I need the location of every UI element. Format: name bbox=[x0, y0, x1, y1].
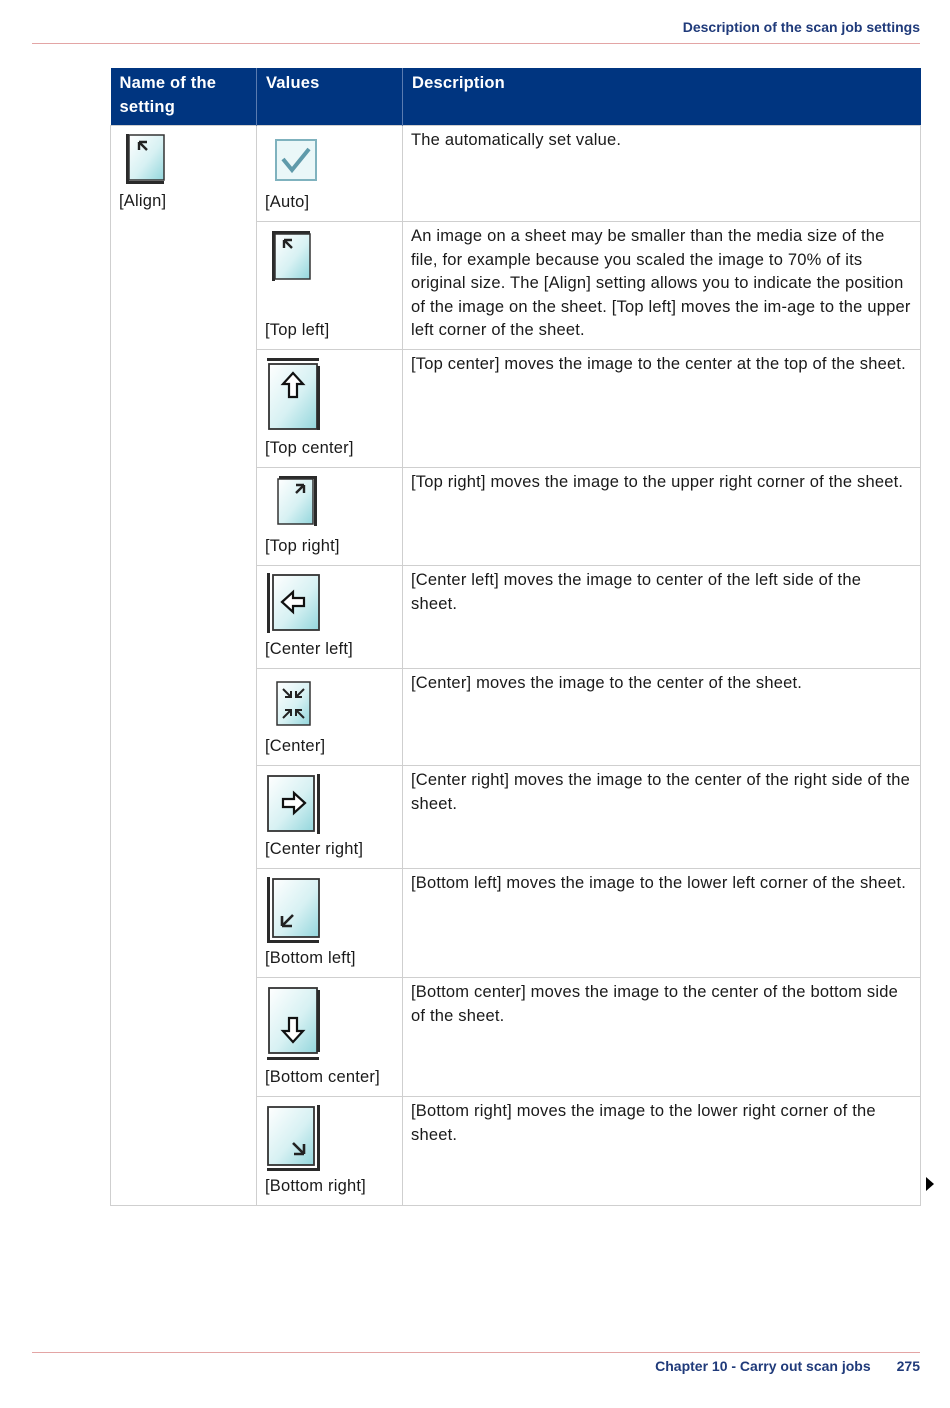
align-bottom-right-icon bbox=[266, 1104, 394, 1172]
column-header-values: Values bbox=[257, 68, 403, 126]
value-cell bbox=[257, 766, 403, 869]
footer-chapter: Chapter 10 - Carry out scan jobs bbox=[655, 1358, 871, 1374]
table-row bbox=[111, 126, 921, 222]
description-text: [Bottom left] moves the image to the lower left corner of the sheet. bbox=[411, 874, 907, 892]
description-cell bbox=[403, 1097, 921, 1206]
page-footer bbox=[655, 1358, 920, 1374]
align-settings-table bbox=[110, 68, 921, 1206]
value-label: [Top right] bbox=[265, 536, 340, 555]
description-cell bbox=[403, 869, 921, 978]
value-cell bbox=[257, 126, 403, 222]
value-label: [Top left] bbox=[265, 320, 330, 339]
description-cell bbox=[403, 566, 921, 669]
align-top-left-icon bbox=[125, 133, 248, 185]
align-center-right-icon bbox=[266, 773, 394, 835]
description-text: An image on a sheet may be smaller than the media size of the file, for example because you scaled the image to 70% of its original size. The [Align] setting allows you to indicate the position of the image on the sheet. [Top left] moves the im-age to the upper left corner of the sheet. bbox=[411, 227, 911, 339]
value-cell bbox=[257, 566, 403, 669]
header-rule bbox=[32, 43, 920, 44]
value-label: [Center] bbox=[265, 736, 326, 755]
value-label: [Top center] bbox=[265, 438, 354, 457]
value-label: [Auto] bbox=[265, 192, 310, 211]
align-center-icon bbox=[276, 681, 394, 727]
description-text: [Bottom center] moves the image to the center of the bottom side of the sheet. bbox=[411, 983, 898, 1025]
value-label: [Bottom center] bbox=[265, 1067, 380, 1086]
checkmark-icon bbox=[275, 139, 394, 181]
value-label: [Bottom left] bbox=[265, 948, 356, 967]
description-text: [Center right] moves the image to the center of the right side of the sheet. bbox=[411, 771, 910, 813]
description-text: The automatically set value. bbox=[411, 131, 622, 149]
column-header-name: Name of the setting bbox=[111, 68, 257, 126]
description-cell bbox=[403, 350, 921, 468]
description-text: [Center left] moves the image to center of the left side of the sheet. bbox=[411, 571, 862, 613]
description-cell bbox=[403, 468, 921, 566]
description-cell bbox=[403, 978, 921, 1097]
description-text: [Center] moves the image to the center of the sheet. bbox=[411, 674, 803, 692]
page-number: 275 bbox=[896, 1358, 920, 1374]
value-cell bbox=[257, 669, 403, 766]
description-cell bbox=[403, 222, 921, 350]
description-text: [Top center] moves the image to the center at the top of the sheet. bbox=[411, 355, 906, 373]
setting-name-cell bbox=[111, 126, 257, 1206]
align-top-right-icon bbox=[276, 475, 394, 527]
align-bottom-center-icon bbox=[266, 985, 394, 1061]
value-cell bbox=[257, 978, 403, 1097]
setting-name: [Align] bbox=[119, 192, 167, 210]
column-header-description: Description bbox=[403, 68, 921, 126]
description-cell bbox=[403, 766, 921, 869]
table-header-row bbox=[111, 68, 921, 126]
align-bottom-left-icon bbox=[266, 876, 394, 944]
description-cell bbox=[403, 126, 921, 222]
description-cell bbox=[403, 669, 921, 766]
value-cell bbox=[257, 222, 403, 350]
value-cell bbox=[257, 350, 403, 468]
continue-arrow-icon bbox=[926, 1177, 934, 1191]
running-header: Description of the scan job settings bbox=[682, 19, 920, 35]
value-cell bbox=[257, 468, 403, 566]
footer-rule bbox=[32, 1352, 920, 1353]
description-text: [Bottom right] moves the image to the lower right corner of the sheet. bbox=[411, 1102, 876, 1144]
align-center-left-icon bbox=[266, 572, 394, 634]
align-top-center-icon bbox=[266, 357, 394, 433]
description-text: [Top right] moves the image to the upper right corner of the sheet. bbox=[411, 473, 904, 491]
value-label: [Bottom right] bbox=[265, 1176, 366, 1195]
align-top-left-icon bbox=[271, 230, 394, 282]
value-cell bbox=[257, 1097, 403, 1206]
value-label: [Center left] bbox=[265, 639, 353, 658]
value-cell bbox=[257, 869, 403, 978]
value-label: [Center right] bbox=[265, 839, 364, 858]
